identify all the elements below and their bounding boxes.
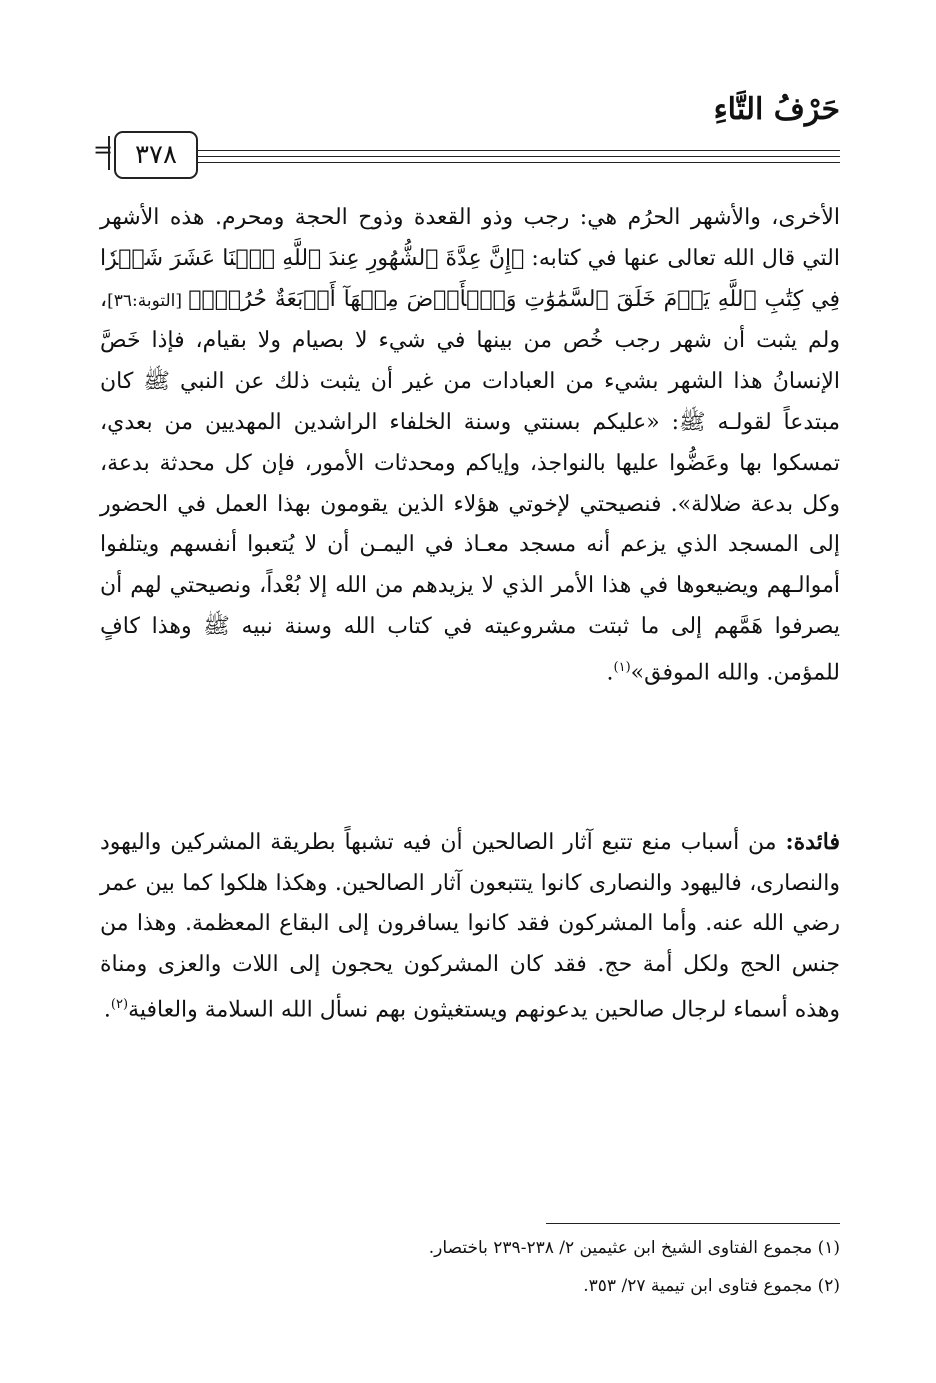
footnote-marker: (٢) xyxy=(110,997,129,1013)
paragraph-end: . xyxy=(606,660,614,686)
header-rule xyxy=(122,150,840,151)
footnote-separator xyxy=(546,1223,840,1224)
paragraph-end: . xyxy=(103,997,111,1023)
footnote-2: (٢) مجموع فتاوى ابن تيمية ٢٧/ ٣٥٣. xyxy=(583,1276,840,1296)
header-rule xyxy=(122,156,840,157)
page-number: ٣٧٨ xyxy=(135,140,177,170)
header-mark: = xyxy=(93,136,114,164)
chapter-title: حَرْفُ التَّاءِ xyxy=(713,92,840,127)
header-rule xyxy=(122,162,840,163)
benefit-label: فائدة: xyxy=(785,829,840,855)
quran-verse: ﴿إِنَّ عِدَّةَ ٱلشُّهُورِ عِندَ ٱللَّهِ ٱثۡنَا عَشَرَ شَهۡرٗا فِي كِتَٰبِ ٱللَّهِ يَوۡمَ خَلَقَ ٱلسَّمَٰوَٰتِ وَٱلۡأَرۡضَ مِنۡهَآ أَرۡبَعَةٌ حُرُمٞۚ﴾ xyxy=(100,245,840,312)
paragraph-benefit xyxy=(100,822,840,1031)
paragraph-main xyxy=(100,198,840,694)
paragraph-text: ، ولم يثبت أن شهر رجب خُص من بينها في شيء لا بصيام ولا بقيام، فإذا خَصَّ الإنسانُ هذا الشهر بشيء من العبادات من غير أن يثبت ذلك عن النبي ﷺ كان مبتدعاً لقولـه ﷺ: «عليكم بسنتي وسنة الخلفاء الراشدين المهديين من بعدي، تمسكوا بها وعَضُّوا عليها بالنواجذ، وإياكم ومحدثات الأمور، فإن كل محدثة بدعة، وكل بدعة ضلالة». فنصيحتي لإخوتي هؤلاء الذين يقومون بهذا العمل في الحضور إلى المسجد الذي يزعم أنه مسجد معـاذ في اليمـن أن لا يُتعبوا أنفسهم ويتلفوا أموالـهم ويضيعوها في هذا الأمر الذي لا يزيدهم من الله إلا بُعْداً، ونصيحتي لهم أن يصرفوا هَمَّهم إلى ما ثبتت مشروعيته في كتاب الله وسنة نبيه ﷺ وهذا كافٍ للمؤمن. والله الموفق» xyxy=(100,286,840,686)
footnote-marker: (١) xyxy=(613,659,631,675)
verse-reference: [التوبة:٣٦] xyxy=(107,290,189,311)
paragraph-text: الأخرى، والأشهر الحرُم هي: رجب وذو القعدة وذوح الحجة ومحرم. هذه الأشهر التي قال الله تعالى عنها في كتابه: xyxy=(100,205,840,271)
footnote-1: (١) مجموع الفتاوى الشيخ ابن عثيمين ٢/ ٢٣٨-٢٣٩ باختصار. xyxy=(428,1238,840,1258)
page-number-box xyxy=(114,131,198,179)
paragraph-text: من أسباب منع تتبع آثار الصالحين أن فيه تشبهاً بطريقة المشركين واليهود والنصارى، فاليهود والنصارى كانوا يتتبعون آثار الصالحين. وهكذا هلكوا كما بين عمر رضي الله عنه. وأما المشركون فقد كانوا يسافرون إلى البقاع المعظمة. وهذا من جنس الحج ولكل أمة حج. فقد كان المشركون يحجون إلى اللات والعزى ومناة وهذه أسماء لرجال صالحين يدعونهم ويستغيثون بهم نسأل الله السلامة والعافية xyxy=(100,830,840,1023)
